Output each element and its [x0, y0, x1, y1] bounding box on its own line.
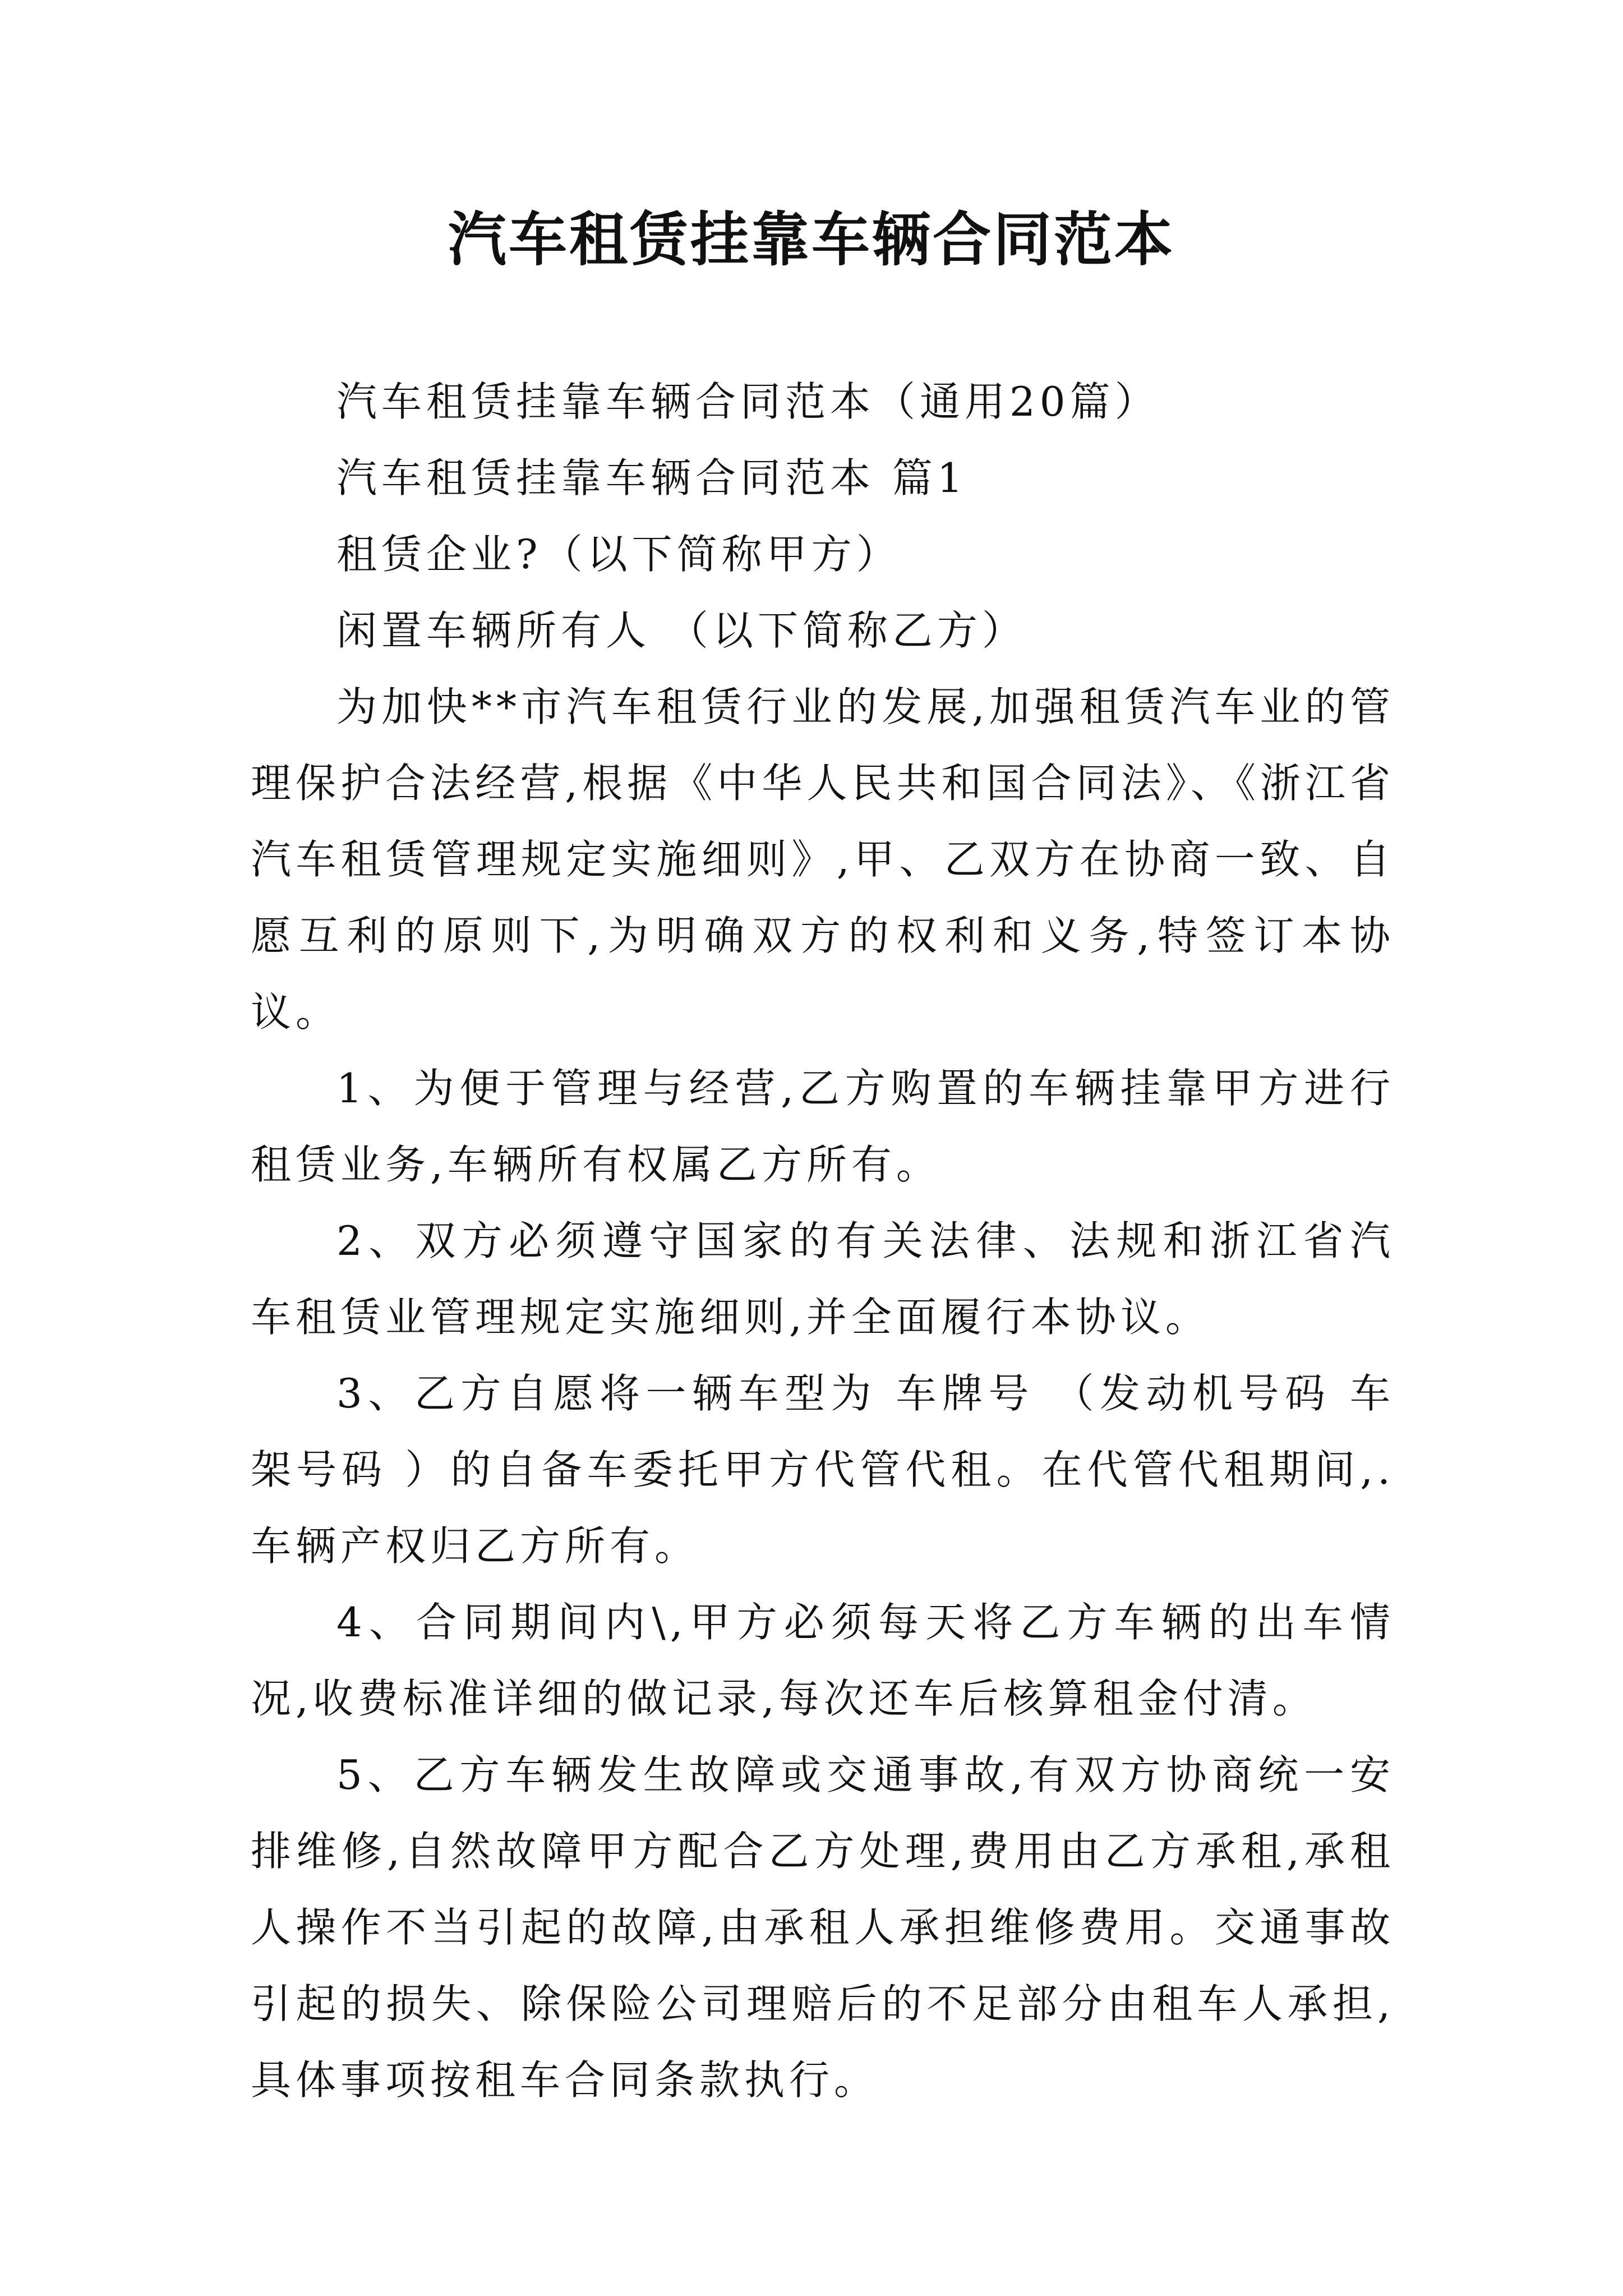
paragraph-clause-4: 4、合同期间内\,甲方必须每天将乙方车辆的出车情况,收费标准详细的做记录,每次还车后核算租金付清。 — [251, 1599, 1395, 1722]
document-title: 汽车租赁挂靠车辆合同范本 — [448, 205, 1175, 274]
paragraph-clause-2: 2、双方必须遵守国家的有关法律、法规和浙江省汽车租赁业管理规定实施细则,并全面履行本协议。 — [251, 1217, 1395, 1341]
paragraph-subtitle: 汽车租赁挂靠车辆合同范本（通用20篇） — [336, 378, 1160, 425]
paragraph-preamble: 为加快**市汽车租赁行业的发展,加强租赁汽车业的管理保护合法经营,根据《中华人民共和国合同法》、《浙江省汽车租赁管理规定实施细则》,甲、乙双方在协商一致、自愿互利的原则下,为明确双方的权利和义务,特签订本协议。 — [251, 683, 1395, 1036]
paragraph-clause-5: 5、乙方车辆发生故障或交通事故,有双方协商统一安排维修,自然故障甲方配合乙方处理,费用由乙方承租,承租人操作不当引起的故障,由承租人承担维修费用。交通事故引起的损失、除保险公司理赔后的不足部分由租车人承担,具体事项按租车合同条款执行。 — [251, 1751, 1395, 2104]
paragraph-clause-1: 1、为便于管理与经营,乙方购置的车辆挂靠甲方进行租赁业务,车辆所有权属乙方所有。 — [251, 1065, 1395, 1188]
paragraph-section-heading: 汽车租赁挂靠车辆合同范本 篇1 — [336, 454, 967, 501]
paragraph-clause-3: 3、乙方自愿将一辆车型为 车牌号 （发动机号码 车架号码 ）的自备车委托甲方代管代租。在代管代租期间,.车辆产权归乙方所有。 — [251, 1370, 1395, 1570]
paragraph-party-a: 租赁企业?（以下简称甲方） — [336, 531, 901, 578]
document-body — [251, 364, 1395, 2118]
paragraph-party-b: 闲置车辆所有人 （以下简称乙方） — [336, 607, 1027, 654]
